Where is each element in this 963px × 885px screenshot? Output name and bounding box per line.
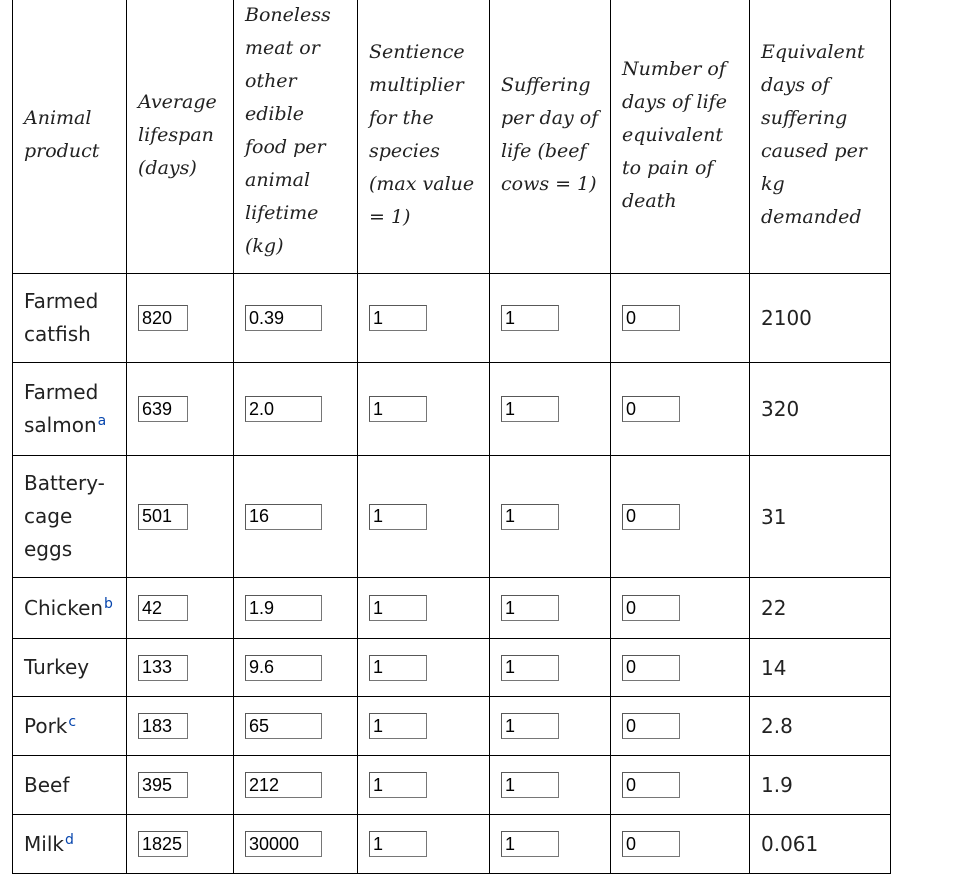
header-line: = 1) [369,206,411,228]
animal-product-cell [13,578,127,639]
sentience-cell [358,756,490,815]
header-line: Number of [622,57,726,80]
animal-product-label: Battery- [24,471,105,495]
lifespan-input[interactable] [138,504,188,530]
suffering-result: 2.8 [750,697,891,756]
animal-product-cell [13,456,127,578]
sentience-cell [358,639,490,697]
header-line: other [245,70,297,92]
sentience-cell [358,363,490,456]
header-line: animal [245,169,311,191]
suffering-cell [490,697,611,756]
header-suffering-per-day [490,0,611,274]
header-line: demanded [761,206,862,228]
suffering-input[interactable] [501,713,559,739]
death-days-cell [611,456,750,578]
suffering-result: 1.9 [750,756,891,815]
death-days-cell [611,756,750,815]
header-line: kg [761,173,785,195]
animal-product-label: cage [24,504,73,528]
food-kg-cell [234,815,358,874]
suffering-cell [490,756,611,815]
header-sentience-multiplier [358,0,490,274]
death-days-cell [611,697,750,756]
death-days-input[interactable] [622,655,680,681]
sentience-cell [358,697,490,756]
header-line: per day of [501,107,599,129]
lifespan-input[interactable] [138,655,188,681]
table-row [13,274,891,363]
header-line: equivalent [622,123,723,146]
table-row [13,578,891,639]
footnote-link[interactable]: b [104,595,113,612]
header-line: edible [245,103,304,125]
death-days-cell [611,274,750,363]
table-row [13,756,891,815]
header-equivalent-days-suffering [750,0,891,274]
sentience-input[interactable] [369,595,427,621]
header-line: to pain of [622,156,714,179]
header-row [13,0,891,274]
header-line: life (beef [501,140,587,162]
header-line: species [369,140,440,162]
suffering-input[interactable] [501,396,559,422]
sentience-input[interactable] [369,772,427,798]
header-line: cows = 1) [501,173,597,195]
food-kg-cell [234,456,358,578]
header-line: food per [245,136,326,158]
death-days-cell [611,363,750,456]
lifespan-cell [127,815,234,874]
lifespan-cell [127,363,234,456]
animal-product-cell [13,697,127,756]
table-row [13,363,891,456]
lifespan-cell [127,639,234,697]
food-kg-input[interactable] [245,772,322,798]
food-kg-cell [234,363,358,456]
header-line: Animal [24,107,92,129]
suffering-input[interactable] [501,655,559,681]
header-line: days of [761,74,830,96]
sentience-input[interactable] [369,713,427,739]
death-days-input[interactable] [622,504,680,530]
footnote-link[interactable]: c [68,713,77,730]
footnote-link[interactable]: d [64,831,74,848]
lifespan-input[interactable] [138,595,188,621]
lifespan-cell [127,578,234,639]
header-days-pain-of-death [611,0,750,274]
food-kg-input[interactable] [245,305,322,331]
death-days-input[interactable] [622,831,680,857]
table-row [13,815,891,874]
sentience-input[interactable] [369,655,427,681]
header-line: days of life [622,90,727,113]
animal-product-label: salmon [24,413,97,437]
suffering-cell [490,639,611,697]
suffering-calculator-table [12,0,891,874]
header-line: product [24,140,100,162]
sentience-cell [358,456,490,578]
sentience-input[interactable] [369,305,427,331]
header-line: death [622,189,677,212]
suffering-result: 31 [750,456,891,578]
header-line: caused per [761,140,867,162]
header-average-lifespan [127,0,234,274]
animal-product-label: Farmed [24,289,99,313]
header-line: Equivalent [761,41,865,63]
sentience-cell [358,815,490,874]
animal-product-cell [13,815,127,874]
death-days-cell [611,815,750,874]
lifespan-input[interactable] [138,396,188,422]
death-days-input[interactable] [622,772,680,798]
food-kg-cell [234,274,358,363]
suffering-result: 22 [750,578,891,639]
sentience-cell [358,274,490,363]
sentience-input[interactable] [369,831,427,857]
header-line: meat or [245,37,320,59]
header-line: Average [138,90,217,113]
suffering-result: 0.061 [750,815,891,874]
death-days-cell [611,578,750,639]
suffering-cell [490,456,611,578]
sentience-input[interactable] [369,504,427,530]
header-animal-product [13,0,127,274]
header-line: Sentience [369,41,465,63]
food-kg-cell [234,578,358,639]
suffering-input[interactable] [501,772,559,798]
animal-product-label: catfish [24,322,91,346]
lifespan-input[interactable] [138,772,188,798]
suffering-cell [490,578,611,639]
lifespan-cell [127,456,234,578]
header-line: lifespan [138,123,214,146]
food-kg-cell [234,756,358,815]
animal-product-label: Chicken [24,595,104,620]
death-days-input[interactable] [622,305,680,331]
suffering-input[interactable] [501,831,559,857]
header-line: suffering [761,107,848,129]
death-days-cell [611,639,750,697]
food-kg-cell [234,639,358,697]
animal-product-cell [13,639,127,697]
suffering-input[interactable] [501,305,559,331]
suffering-result: 320 [750,363,891,456]
suffering-cell [490,363,611,456]
animal-product-label: Farmed [24,380,99,404]
suffering-input[interactable] [501,595,559,621]
sentience-cell [358,578,490,639]
lifespan-cell [127,697,234,756]
footnote-link[interactable]: a [97,413,107,429]
suffering-result: 14 [750,639,891,697]
animal-product-label: eggs [24,537,73,561]
table-row [13,697,891,756]
lifespan-cell [127,274,234,363]
header-line: Boneless [245,4,331,26]
animal-product-cell [13,363,127,456]
lifespan-input[interactable] [138,713,188,739]
animal-product-label: Turkey [24,655,90,679]
header-line: (kg) [245,235,284,257]
header-line: Suffering [501,74,591,96]
suffering-result: 2100 [750,274,891,363]
lifespan-input[interactable] [138,305,188,331]
sentience-input[interactable] [369,396,427,422]
food-kg-input[interactable] [245,655,322,681]
food-kg-input[interactable] [245,713,322,739]
table-row [13,456,891,578]
animal-product-cell [13,756,127,815]
food-kg-input[interactable] [245,595,322,621]
header-line: multiplier [369,74,464,96]
table-row [13,639,891,697]
animal-product-label: Milk [24,831,64,856]
suffering-input[interactable] [501,504,559,530]
death-days-input[interactable] [622,595,680,621]
header-line: for the [369,107,434,129]
table-body [13,274,891,874]
suffering-cell [490,274,611,363]
food-kg-input[interactable] [245,831,322,857]
lifespan-cell [127,756,234,815]
animal-product-cell [13,274,127,363]
header-line: (max value [369,173,475,195]
header-line: lifetime [245,202,319,224]
food-kg-input[interactable] [245,504,322,530]
death-days-input[interactable] [622,713,680,739]
animal-product-label: Beef [24,772,70,797]
header-line: (days) [138,156,197,179]
header-edible-food-per-lifetime [234,0,358,274]
death-days-input[interactable] [622,396,680,422]
food-kg-input[interactable] [245,396,322,422]
lifespan-input[interactable] [138,831,188,857]
food-kg-cell [234,697,358,756]
animal-product-label: Pork [24,713,68,738]
suffering-cell [490,815,611,874]
